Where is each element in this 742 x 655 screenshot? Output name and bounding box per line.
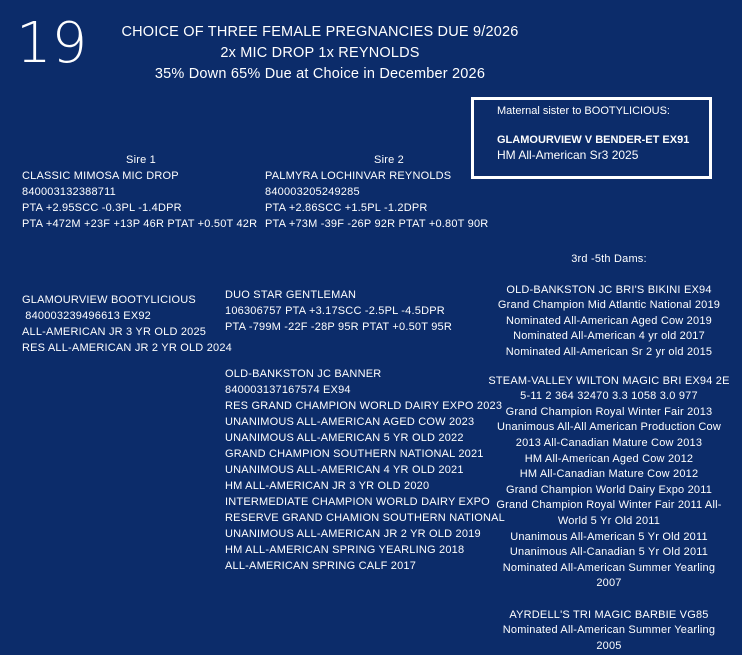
sire-2-pta-production: PTA +73M -39F -26P 92R PTAT +0.80T 90R xyxy=(265,218,489,230)
fourth-dam-award: Grand Champion Royal Winter Fair 2011 All- xyxy=(496,499,722,512)
fourth-dam-award: 2013 All-Canadian Mature Cow 2013 xyxy=(515,436,703,449)
header-line-2: 2x MIC DROP 1x REYNOLDS xyxy=(220,45,420,61)
sire-2-label: Sire 2 xyxy=(374,154,404,166)
second-dam-award: HM ALL-AMERICAN SPRING YEARLING 2018 xyxy=(225,544,465,556)
fifth-dam-award: 2005 xyxy=(596,640,622,653)
second-dam-award: GRAND CHAMPION SOUTHERN NATIONAL 2021 xyxy=(225,448,484,460)
fifth-dam-award: Nominated All-American Summer Yearling xyxy=(502,624,716,637)
dam-sire-pta: 106306757 PTA +3.17SCC -2.5PL -4.5DPR xyxy=(225,305,445,317)
sire-2-block xyxy=(265,152,513,232)
fourth-dam-award: Grand Champion Royal Winter Fair 2013 xyxy=(505,405,713,418)
second-dam-award: INTERMEDIATE CHAMPION WORLD DAIRY EXPO xyxy=(225,496,490,508)
third-dam-award: Nominated All-American Aged Cow 2019 xyxy=(506,314,712,327)
maternal-sister-award: HM All-American Sr3 2025 xyxy=(497,148,639,162)
sire-2-id: 840003205249285 xyxy=(265,186,360,198)
second-dam-award: HM ALL-AMERICAN JR 3 YR OLD 2020 xyxy=(225,480,430,492)
sire-1-block xyxy=(22,152,260,232)
fourth-dam-award: Grand Champion World Dairy Expo 2011 xyxy=(505,483,713,496)
second-dam-award: UNANIMOUS ALL-AMERICAN AGED COW 2023 xyxy=(225,416,475,428)
sire-1-id: 840003132388711 xyxy=(22,186,116,198)
fourth-dam-award: Unanimous All-American 5 Yr Old 2011 xyxy=(510,530,708,543)
maternal-box-title: Maternal sister to BOOTYLICIOUS: xyxy=(497,105,670,117)
dam-award: RES ALL-AMERICAN JR 2 YR OLD 2024 xyxy=(22,342,232,354)
fourth-dam-award: World 5 Yr Old 2011 xyxy=(557,514,661,527)
fourth-dam-award: HM All-American Aged Cow 2012 xyxy=(524,452,694,465)
second-dam-block xyxy=(225,366,505,574)
third-dam-award: Nominated All-American Sr 2 yr old 2015 xyxy=(505,345,713,358)
dam-sire-block xyxy=(225,287,452,335)
dam-award: ALL-AMERICAN JR 3 YR OLD 2025 xyxy=(22,326,207,338)
dam-sire-name: DUO STAR GENTLEMAN xyxy=(225,289,357,301)
sire-2-name: PALMYRA LOCHINVAR REYNOLDS xyxy=(265,170,452,182)
third-dam-award: Grand Champion Mid Atlantic National 2019 xyxy=(497,299,721,312)
dam-block xyxy=(22,292,232,356)
fifth-dam-name: AYRDELL'S TRI MAGIC BARBIE VG85 xyxy=(509,608,709,621)
third-dam-name: OLD-BANKSTON JC BRI'S BIKINI EX94 xyxy=(506,283,712,296)
sire-2-pta-health: PTA +2.86SCC +1.5PL -1.2DPR xyxy=(265,202,428,214)
sire-1-name: CLASSIC MIMOSA MIC DROP xyxy=(22,170,179,182)
sire-1-pta-health: PTA +2.95SCC -0.3PL -1.4DPR xyxy=(22,202,182,214)
dam-sire-pta: PTA -799M -22F -28P 95R PTAT +0.50T 95R xyxy=(225,321,452,333)
second-dam-id: 840003137167574 EX94 xyxy=(225,384,351,396)
fourth-dam-award: Unanimous All-All American Production Cow xyxy=(496,421,722,434)
fourth-dam-award: 2007 xyxy=(596,577,622,590)
offering-header xyxy=(110,22,530,85)
second-dam-award: UNANIMOUS ALL-AMERICAN 4 YR OLD 2021 xyxy=(225,464,464,476)
second-dam-award: RES GRAND CHAMPION WORLD DAIRY EXPO 2023 xyxy=(225,400,503,412)
maternal-sister-name: GLAMOURVIEW V BENDER-ET EX91 xyxy=(497,134,690,146)
fourth-dam-award: Nominated All-American Summer Yearling xyxy=(502,561,716,574)
fourth-dam-record: 5-11 2 364 32470 3.3 1058 3.0 977 xyxy=(520,390,698,403)
sire-1-label: Sire 1 xyxy=(126,154,156,166)
header-line-3: 35% Down 65% Due at Choice in December 2026 xyxy=(154,66,486,82)
third-dam-award: Nominated All-American 4 yr old 2017 xyxy=(513,330,705,343)
second-dam-name: OLD-BANKSTON JC BANNER xyxy=(225,368,382,380)
dam-id: 840003239496613 EX92 xyxy=(22,310,151,322)
lot-number: 19 xyxy=(16,11,88,76)
dam-name: GLAMOURVIEW BOOTYLICIOUS xyxy=(22,294,196,306)
dams-title: 3rd -5th Dams: xyxy=(571,253,647,265)
fourth-dam-award: HM All-Canadian Mature Cow 2012 xyxy=(519,468,699,481)
fourth-dam-award: Unanimous All-Canadian 5 Yr Old 2011 xyxy=(509,546,709,559)
fourth-dam-name: STEAM-VALLEY WILTON MAGIC BRI EX94 2E xyxy=(488,374,730,387)
dams-3-5-block xyxy=(484,252,734,655)
header-line-1: CHOICE OF THREE FEMALE PREGNANCIES DUE 9/2026 xyxy=(121,24,519,40)
second-dam-award: UNANIMOUS ALL-AMERICAN JR 2 YR OLD 2019 xyxy=(225,528,481,540)
second-dam-award: ALL-AMERICAN SPRING CALF 2017 xyxy=(225,560,417,572)
second-dam-award: UNANIMOUS ALL-AMERICAN 5 YR OLD 2022 xyxy=(225,432,464,444)
sire-1-pta-production: PTA +472M +23F +13P 46R PTAT +0.50T 42R xyxy=(22,218,258,230)
second-dam-award: RESERVE GRAND CHAMION SOUTHERN NATIONAL xyxy=(225,512,505,524)
